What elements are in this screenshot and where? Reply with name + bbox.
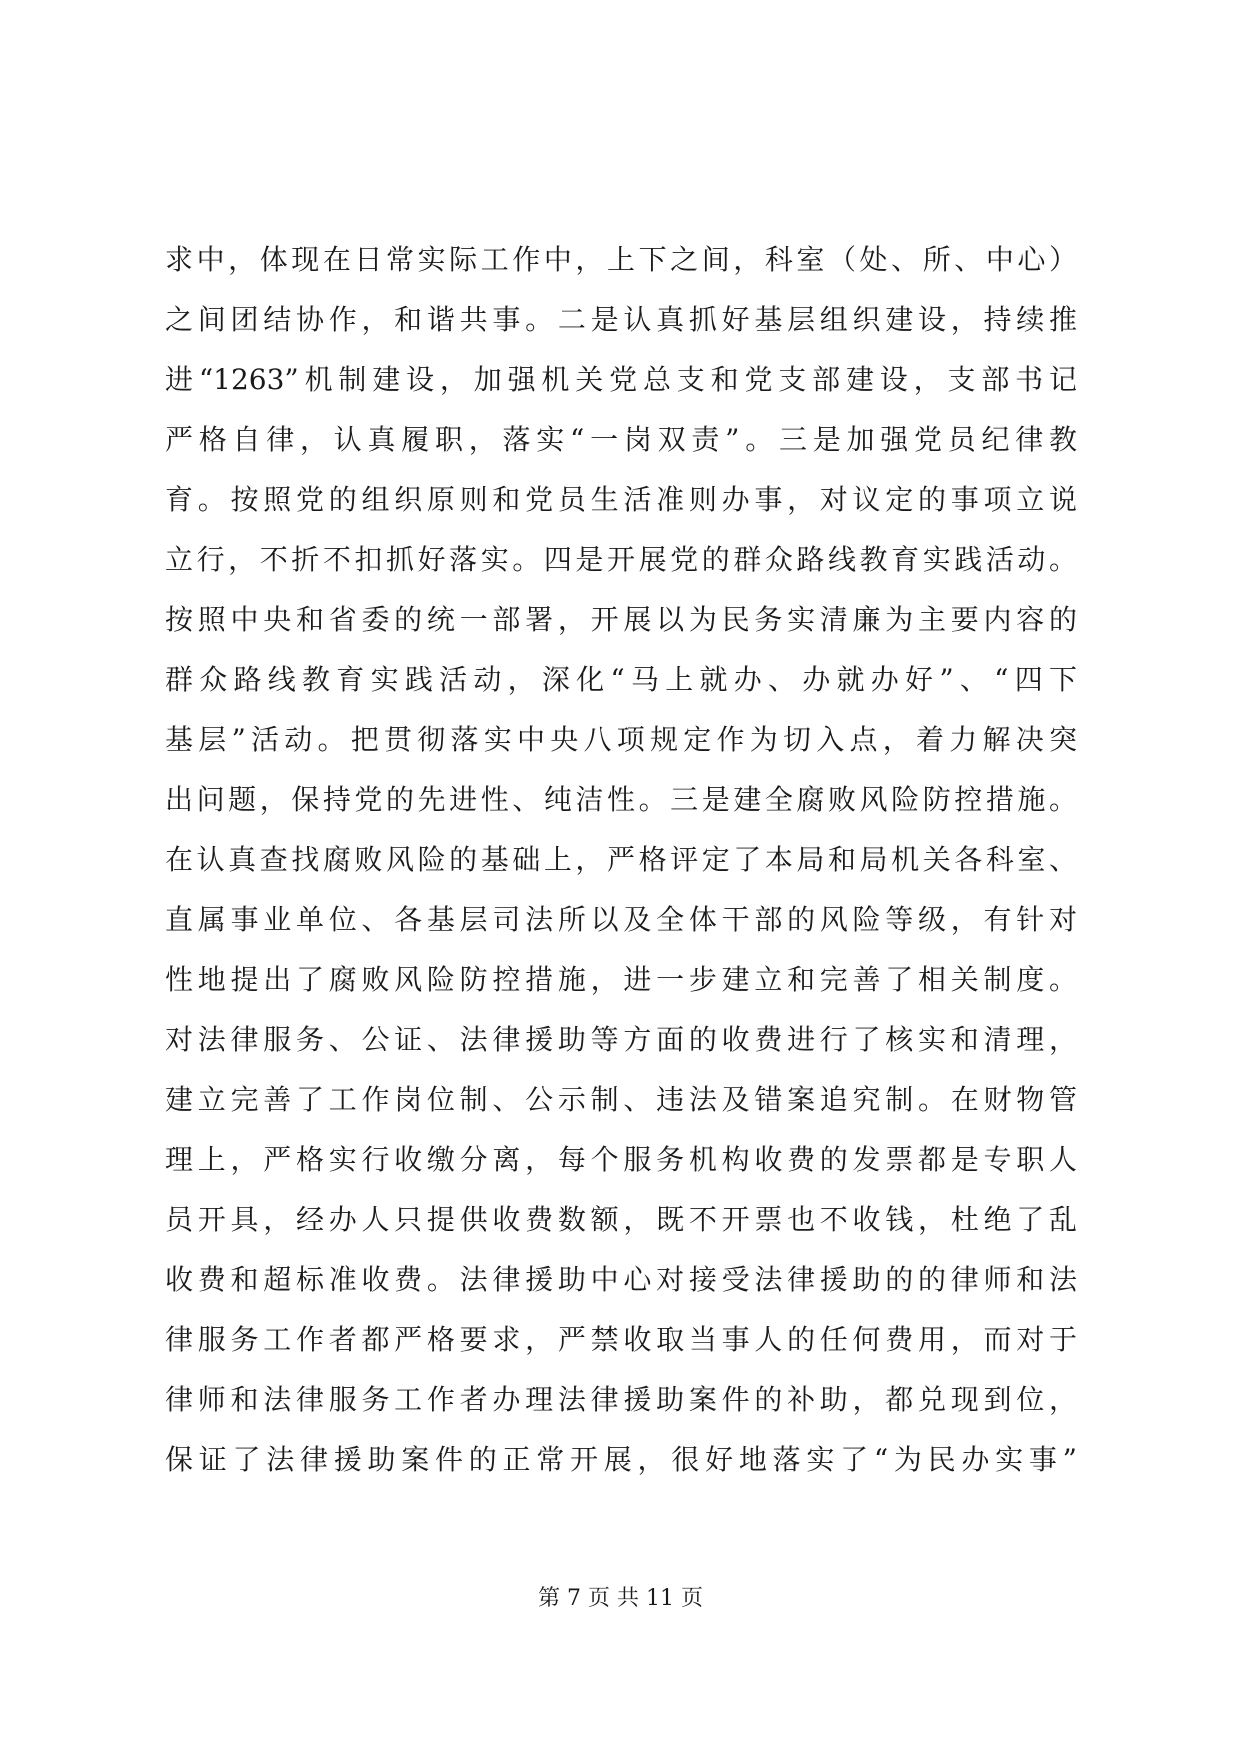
body-line: 直属事业单位、各基层司法所以及全体干部的风险等级，有针对 — [165, 903, 1077, 936]
body-line: 立行，不折不扣抓好落实。四是开展党的群众路线教育实践活动。 — [165, 543, 1077, 576]
body-line: 进“1263”机制建设，加强机关党总支和党支部建设，支部书记 — [165, 363, 1077, 396]
body-line: 基层”活动。把贯彻落实中央八项规定作为切入点，着力解决突 — [165, 723, 1077, 756]
body-line: 律服务工作者都严格要求，严禁收取当事人的任何费用，而对于 — [165, 1323, 1077, 1356]
body-text — [165, 230, 1077, 1490]
body-line: 求中，体现在日常实际工作中，上下之间，科室（处、所、中心） — [165, 243, 1077, 276]
page-number-footer: 第 7 页 共 11 页 — [538, 1586, 703, 1611]
body-line: 出问题，保持党的先进性、纯洁性。三是建全腐败风险防控措施。 — [165, 783, 1077, 816]
body-line: 性地提出了腐败风险防控措施，进一步建立和完善了相关制度。 — [165, 963, 1077, 996]
body-line: 保证了法律援助案件的正常开展，很好地落实了“为民办实事” — [165, 1443, 1077, 1476]
body-line: 之间团结协作，和谐共事。二是认真抓好基层组织建设，持续推 — [165, 303, 1077, 336]
body-line: 对法律服务、公证、法律援助等方面的收费进行了核实和清理， — [165, 1023, 1077, 1056]
body-line: 严格自律，认真履职，落实“一岗双责”。三是加强党员纪律教 — [165, 423, 1077, 456]
body-line: 群众路线教育实践活动，深化“马上就办、办就办好”、“四下 — [165, 663, 1077, 696]
body-line: 律师和法律服务工作者办理法律援助案件的补助，都兑现到位， — [165, 1383, 1077, 1416]
body-line: 在认真查找腐败风险的基础上，严格评定了本局和局机关各科室、 — [165, 843, 1077, 876]
body-line: 理上，严格实行收缴分离，每个服务机构收费的发票都是专职人 — [165, 1143, 1077, 1176]
body-line: 建立完善了工作岗位制、公示制、违法及错案追究制。在财物管 — [165, 1083, 1077, 1116]
body-line: 按照中央和省委的统一部署，开展以为民务实清廉为主要内容的 — [165, 603, 1077, 636]
body-line: 员开具，经办人只提供收费数额，既不开票也不收钱，杜绝了乱 — [165, 1203, 1077, 1236]
body-line: 收费和超标准收费。法律援助中心对接受法律援助的的律师和法 — [165, 1263, 1077, 1296]
body-line: 育。按照党的组织原则和党员生活准则办事，对议定的事项立说 — [165, 483, 1077, 516]
